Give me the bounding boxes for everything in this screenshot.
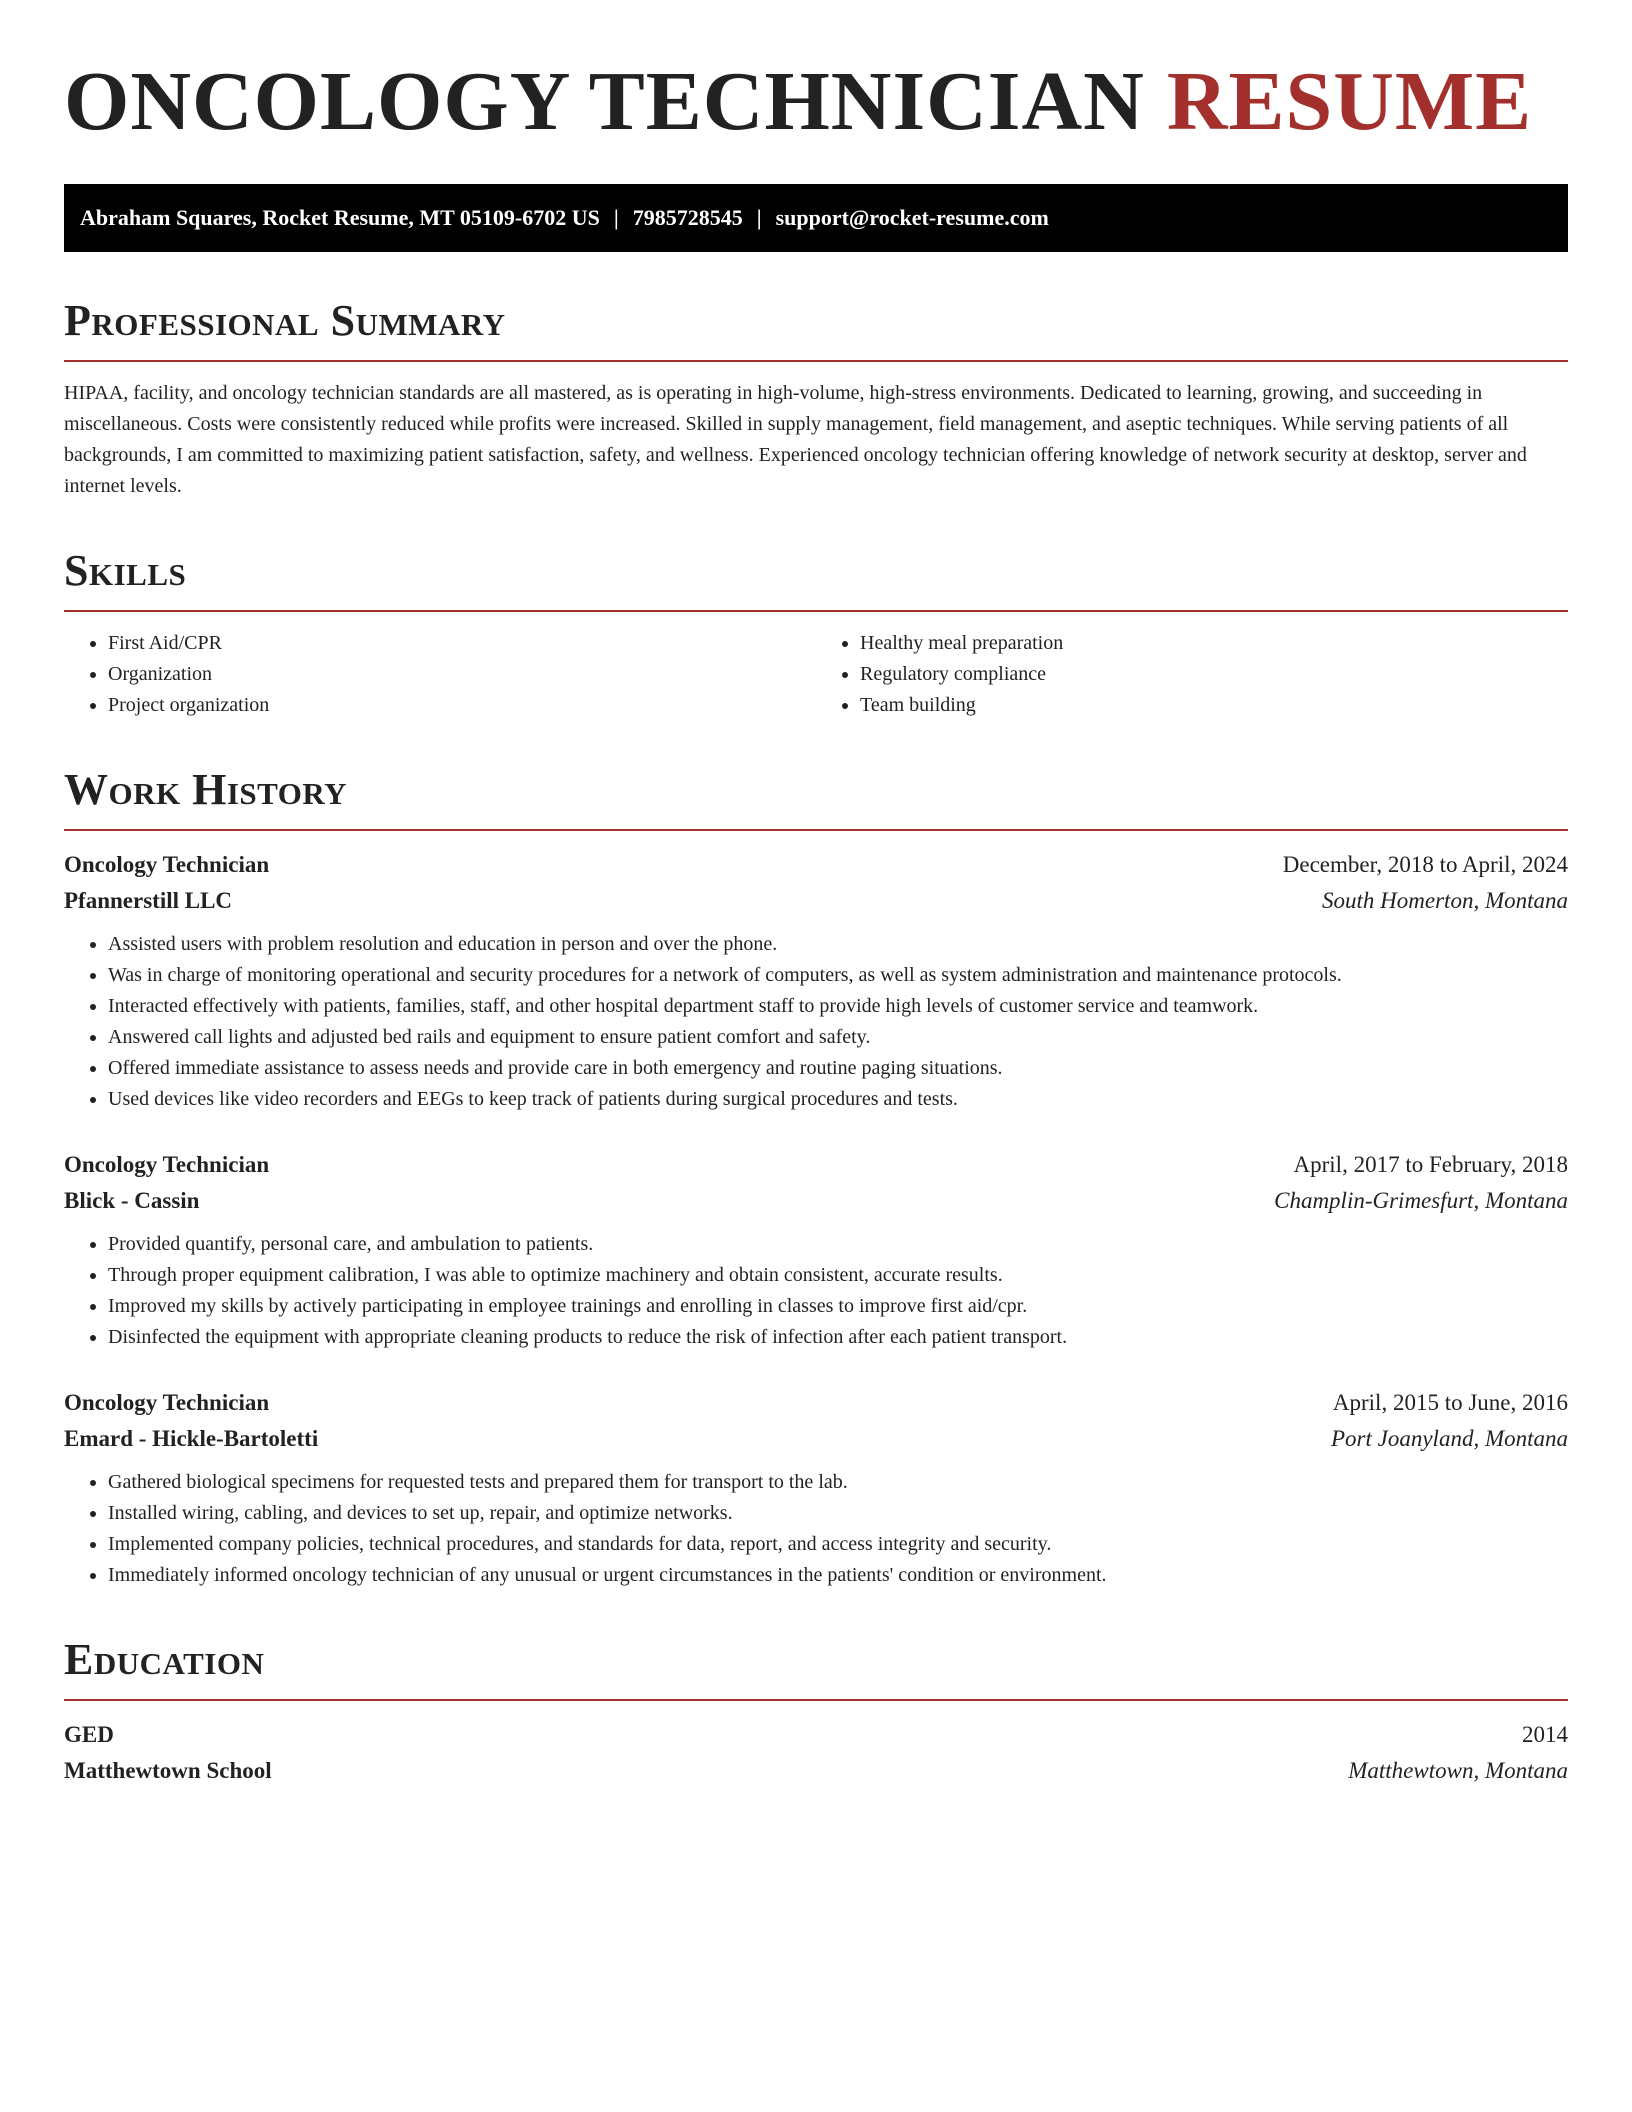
title-accent: RESUME xyxy=(1166,55,1533,148)
section-heading-education: Education xyxy=(64,1635,265,1684)
section-divider xyxy=(64,610,1568,612)
job-location: Port Joanyland, Montana xyxy=(1331,1426,1568,1451)
contact-separator: | xyxy=(756,205,762,230)
job-entry xyxy=(64,1385,1568,1591)
job-location: South Homerton, Montana xyxy=(1322,888,1568,913)
skill-item: • Healthy meal preparation xyxy=(860,628,1568,659)
education-school: Matthewtown School xyxy=(64,1758,272,1783)
skill-item: • First Aid/CPR xyxy=(108,628,816,659)
title-main: ONCOLOGY TECHNICIAN xyxy=(64,55,1145,148)
job-bullet: • Offered immediate assistance to assess needs and provide care in both emergency and routine paging situations. xyxy=(108,1053,1568,1084)
job-bullet: • Improved my skills by actively participating in employee trainings and enrolling in classes to improve first aid/cpr. xyxy=(108,1291,1568,1322)
skill-item: • Team building xyxy=(860,690,1568,721)
job-company: Pfannerstill LLC xyxy=(64,888,233,913)
job-bullet: • Gathered biological specimens for requested tests and prepared them for transport to the lab. xyxy=(108,1467,1568,1498)
resume-page xyxy=(64,0,1568,1789)
job-bullet: • Provided quantify, personal care, and ambulation to patients. xyxy=(108,1229,1568,1260)
job-entry xyxy=(64,847,1568,1115)
job-bullet: • Implemented company policies, technical procedures, and standards for data, report, and access integrity and security. xyxy=(108,1529,1568,1560)
job-bullet: • Was in charge of monitoring operational and security procedures for a network of computers, as well as system administration and maintenance protocols. xyxy=(108,960,1568,991)
section-divider xyxy=(64,360,1568,362)
job-bullet: • Used devices like video recorders and EEGs to keep track of patients during surgical procedures and tests. xyxy=(108,1084,1568,1115)
job-bullet: • Disinfected the equipment with appropriate cleaning products to reduce the risk of infection after each patient transport. xyxy=(108,1322,1568,1353)
section-divider xyxy=(64,829,1568,831)
resume-title xyxy=(64,54,1568,150)
job-bullet: • Assisted users with problem resolution and education in person and over the phone. xyxy=(108,929,1568,960)
job-dates: April, 2015 to June, 2016 xyxy=(1332,1390,1568,1415)
job-bullets xyxy=(64,1229,1568,1353)
education-entry xyxy=(64,1717,1568,1789)
job-dates: December, 2018 to April, 2024 xyxy=(1282,852,1568,877)
skills-column-left xyxy=(64,628,816,721)
section-heading-skills: Skills xyxy=(64,546,187,595)
section-divider xyxy=(64,1699,1568,1701)
job-bullet: • Through proper equipment calibration, I was able to optimize machinery and obtain consistent, accurate results. xyxy=(108,1260,1568,1291)
contact-bar xyxy=(64,184,1568,252)
job-dates: April, 2017 to February, 2018 xyxy=(1293,1152,1568,1177)
section-heading-work: Work History xyxy=(64,765,348,814)
contact-phone: 7985728545 xyxy=(632,205,743,230)
job-bullet: • Interacted effectively with patients, families, staff, and other hospital department staff to provide high levels of customer service and teamwork. xyxy=(108,991,1568,1022)
job-location: Champlin-Grimesfurt, Montana xyxy=(1274,1188,1568,1213)
job-bullets xyxy=(64,929,1568,1115)
job-title: Oncology Technician xyxy=(64,1390,270,1415)
job-bullet: • Answered call lights and adjusted bed rails and equipment to ensure patient comfort and safety. xyxy=(108,1022,1568,1053)
job-bullet: • Installed wiring, cabling, and devices to set up, repair, and optimize networks. xyxy=(108,1498,1568,1529)
skill-item: • Project organization xyxy=(108,690,816,721)
job-bullets xyxy=(64,1467,1568,1591)
section-heading-summary: Professional Summary xyxy=(64,296,506,345)
education-year: 2014 xyxy=(1522,1722,1568,1747)
contact-email: support@rocket-resume.com xyxy=(775,205,1049,230)
job-company: Blick - Cassin xyxy=(64,1188,200,1213)
skill-item: • Regulatory compliance xyxy=(860,659,1568,690)
contact-separator: | xyxy=(613,205,619,230)
job-title: Oncology Technician xyxy=(64,1152,270,1177)
skills-column-right xyxy=(816,628,1568,721)
job-entry xyxy=(64,1147,1568,1353)
contact-address: Abraham Squares, Rocket Resume, MT 05109-6702 US xyxy=(80,205,600,230)
education-degree: GED xyxy=(64,1722,114,1747)
summary-text: HIPAA, facility, and oncology technician standards are all mastered, as is operating in high-volume, high-stress environments. Dedicated to learning, growing, and succeeding in miscellaneous. Costs were consistently reduced while profits were increased. Skilled in supply management, field management, and aseptic techniques. While serving patients of all backgrounds, I am committed to maximizing patient satisfaction, safety, and wellness. Experienced oncology technician offering knowledge of network security at desktop, server and internet levels. xyxy=(64,382,1527,497)
job-company: Emard - Hickle-Bartoletti xyxy=(64,1426,319,1451)
education-location: Matthewtown, Montana xyxy=(1348,1758,1568,1783)
skill-item: • Organization xyxy=(108,659,816,690)
skills-list xyxy=(64,628,1568,721)
job-title: Oncology Technician xyxy=(64,852,270,877)
job-bullet: • Immediately informed oncology technician of any unusual or urgent circumstances in the patients' condition or environment. xyxy=(108,1560,1568,1591)
